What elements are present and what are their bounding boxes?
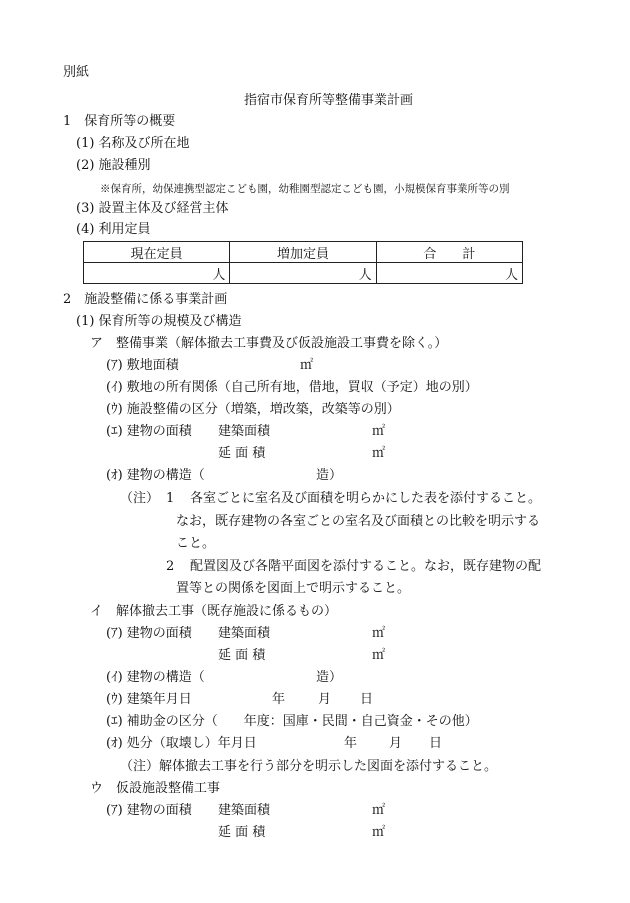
subsidy-category-label: (ｴ) 補助金の区分（ 年度：国庫・民間・自己資金・その他） [106, 714, 478, 729]
item-name-location: (1) 名称及び所在地 [76, 136, 190, 151]
section-1-heading: 1 保育所等の概要 [63, 114, 176, 129]
temporary-floor-area-unit: ㎡ [372, 825, 386, 840]
section-2-heading: 2 施設整備に係る事業計画 [63, 292, 228, 307]
demolition-area-label: (ｱ) 建物の面積 [106, 626, 192, 641]
construction-date-year: 年 [272, 692, 286, 707]
subsection-c-title: ウ 仮設施設整備工事 [90, 781, 221, 796]
demolition-footprint-unit: ㎡ [372, 626, 386, 641]
site-area-label: (ｱ) 敷地面積 [106, 358, 179, 373]
subsection-b-title: イ 解体撤去工事（既存施設に係るもの） [90, 604, 338, 619]
note-1-line-3: こと。 [176, 536, 216, 551]
demolition-structure-end: 造） [316, 670, 343, 685]
note-2-number: 2 [166, 559, 175, 574]
subsection-scale-structure: (1) 保育所等の規模及び構造 [76, 314, 242, 329]
item-facility-type: (2) 施設種別 [76, 158, 151, 173]
attachment-label: 別紙 [63, 65, 90, 80]
building-structure-label: (ｵ) 建物の構造（ [106, 468, 205, 483]
disposal-date-month: 月 [389, 736, 403, 751]
building-footprint-label: 建築面積 [218, 424, 271, 439]
demolition-note: （注）解体撤去工事を行う部分を明示した図面を添付すること。 [120, 759, 498, 774]
temporary-area-label: (ｱ) 建物の面積 [106, 803, 192, 818]
note-2-line-2: 置等との関係を図面上で明示すること。 [176, 581, 411, 596]
temporary-floor-area-label: 延 面 積 [218, 825, 266, 840]
header-total: 合 計 [376, 242, 522, 263]
demolition-footprint-label: 建築面積 [218, 626, 271, 641]
building-area-label: (ｴ) 建物の面積 [106, 424, 192, 439]
facility-type-note: ※保育所，幼保連携型認定こども園，幼稚園型認定こども園，小規模保育事業所等の別 [100, 183, 510, 195]
document-title: 指宿市保育所等整備事業計画 [244, 93, 414, 108]
total-floor-area-label: 延 面 積 [218, 446, 266, 461]
item-capacity: (4) 利用定員 [76, 222, 151, 237]
demolition-structure-label: (ｲ) 建物の構造（ [106, 670, 205, 685]
temporary-footprint-unit: ㎡ [372, 803, 386, 818]
capacity-table [83, 241, 523, 284]
construction-category-label: (ｳ) 施設整備の区分（増築，増改築，改築等の別） [106, 402, 400, 417]
disposal-date-label: (ｵ) 処分（取壊し）年月日 [106, 736, 257, 751]
construction-date-label: (ｳ) 建築年月日 [106, 692, 192, 707]
disposal-date-day: 日 [429, 736, 443, 751]
cell-added-capacity: 人 [230, 263, 376, 284]
note-label: （注） [120, 491, 160, 506]
note-1-number: 1 [166, 491, 175, 506]
table-row [84, 263, 523, 284]
table-header-row [84, 242, 523, 263]
temporary-footprint-label: 建築面積 [218, 803, 271, 818]
note-1-line-2: なお，既存建物の各室ごとの室名及び面積との比較を明示する [176, 514, 541, 529]
note-2-line-1: 配置図及び各階平面図を添付すること。なお，既存建物の配 [190, 559, 542, 574]
total-floor-area-unit: ㎡ [372, 446, 386, 461]
site-ownership-label: (ｲ) 敷地の所有関係（自己所有地，借地，買収（予定）地の別） [106, 380, 478, 395]
header-added-capacity: 増加定員 [230, 242, 376, 263]
demolition-floor-area-label: 延 面 積 [218, 648, 266, 663]
cell-current-capacity: 人 [84, 263, 230, 284]
construction-date-month: 月 [318, 692, 332, 707]
site-area-unit: ㎡ [300, 358, 314, 373]
building-footprint-unit: ㎡ [372, 424, 386, 439]
cell-total: 人 [376, 263, 522, 284]
note-1-line-1: 各室ごとに室名及び面積を明らかにした表を添付すること。 [190, 491, 542, 506]
item-operator: (3) 設置主体及び経営主体 [76, 201, 229, 216]
disposal-date-year: 年 [344, 736, 358, 751]
subsection-a-title: ア 整備事業（解体撤去工事費及び仮設施設工事費を除く。） [90, 336, 448, 351]
header-current-capacity: 現在定員 [84, 242, 230, 263]
construction-date-day: 日 [360, 692, 374, 707]
building-structure-end: 造） [316, 468, 343, 483]
demolition-floor-area-unit: ㎡ [372, 648, 386, 663]
